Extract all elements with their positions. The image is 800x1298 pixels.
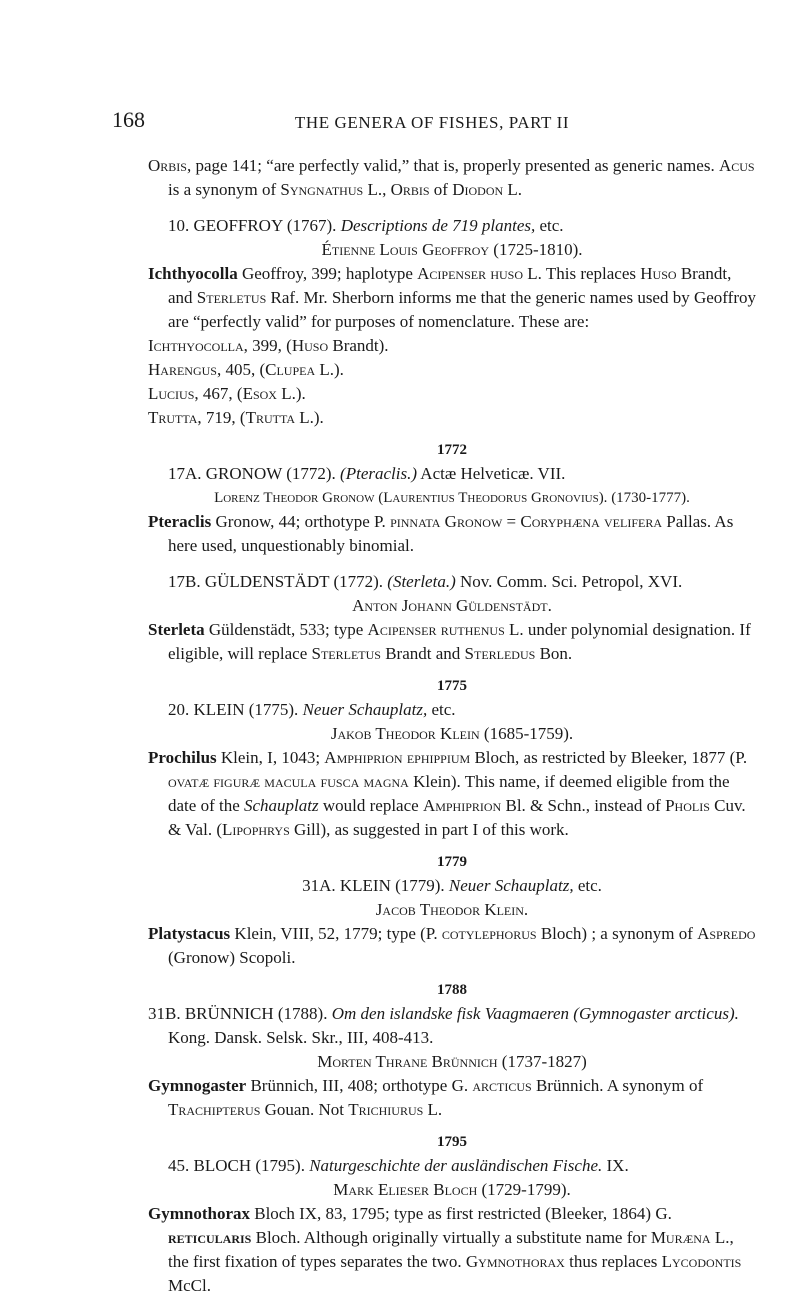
entry-heading-45 [148, 1154, 756, 1178]
text-run: Bloch. Although originally virtually a substitute name for [251, 1228, 651, 1247]
text-run: Bl. & Schn., instead of [501, 796, 666, 815]
entry-title: (Sterleta.) [387, 572, 456, 591]
genus-name: Harengus [148, 360, 217, 379]
author-dates: (1730-1777). [607, 490, 690, 506]
entry-number: 17B. [168, 572, 205, 591]
text-run: , page 141; “are perfectly valid,” that is, properly presented as generic names. [186, 156, 719, 175]
entry-title: (Pteraclis.) [340, 464, 417, 483]
entry-heading-17a [148, 462, 756, 486]
genus-name: Platystacus [148, 924, 231, 943]
genus-name: Syngnathus [280, 180, 364, 199]
genus-name: Gymnothorax [465, 1252, 565, 1271]
entry-heading-31a [148, 874, 756, 898]
species-name: reticularis [168, 1228, 252, 1247]
text-run: L. [503, 180, 523, 199]
genus-name: Diodon [452, 180, 504, 199]
genus-name: Pteraclis [148, 512, 212, 531]
genus-name: Orbis [148, 156, 187, 175]
entry-heading-20 [148, 698, 756, 722]
text-run: Brünnich. A synonym of [531, 1076, 704, 1095]
text-run: L. This replaces [523, 264, 641, 283]
text-run: Brandt, and [168, 264, 732, 307]
text-run: IX. [602, 1156, 629, 1175]
author-full-name: Morten Thrane Brünnich [317, 1052, 498, 1071]
genus-name: Trichiurus [348, 1100, 424, 1119]
text-run: Brünnich, III, 408; orthotype G. [246, 1076, 473, 1095]
text-run: etc. [535, 216, 564, 235]
entry-title: Neuer Schauplatz, [448, 876, 574, 895]
text-run: = [502, 512, 521, 531]
text-run: Bloch) ; a synonym of [536, 924, 698, 943]
author-full-name: Anton Johann Güldenstädt. [352, 596, 552, 615]
year-heading: 1779 [437, 854, 467, 870]
genus-name: Sterletus [196, 288, 267, 307]
text-run: L.). [315, 360, 344, 379]
entry-number: 31A. [302, 876, 340, 895]
text-run: Actæ Helveticæ. VII. [417, 464, 566, 483]
text-run: Klein). This name, if deemed eligible from the date of the [168, 772, 730, 815]
author-line [148, 594, 756, 618]
entry-body [148, 922, 756, 970]
species-name: arcticus [472, 1076, 532, 1095]
text-run: , 719, ( [197, 408, 246, 427]
text-run: McCl. [168, 1276, 211, 1295]
entry-heading-17b [148, 570, 756, 594]
genus-name: Clupea [265, 360, 316, 379]
author-full-name: Étienne Louis Geoffroy [321, 240, 490, 259]
entry-year: (1795). [251, 1156, 310, 1175]
genus-name: Ichthyocolla [148, 336, 244, 355]
text-run: Brandt and [380, 644, 465, 663]
entry-title: Descriptions de 719 plantes, [340, 216, 536, 235]
genus-name: Lucius [148, 384, 195, 403]
genus-name: Esox [242, 384, 277, 403]
entry-number: 10. [168, 216, 194, 235]
genus-list-item [148, 382, 756, 406]
text-run: Bloch IX, 83, 1795; type as first restricted (Bleeker, 1864) G. [250, 1204, 672, 1223]
entry-number: 45. [168, 1156, 194, 1175]
species-name: Coryphæna velifera [520, 512, 662, 531]
text-run: L.). [295, 408, 324, 427]
text-run: (Gronow) Scopoli. [168, 948, 296, 967]
text-run: etc. [427, 700, 456, 719]
orbis-paragraph [148, 154, 756, 202]
text-run: Gouan. Not [260, 1100, 349, 1119]
entry-author: KLEIN [193, 700, 245, 719]
genus-name: Gymnothorax [148, 1204, 250, 1223]
author-line [148, 722, 756, 746]
entry-author: GRONOW [205, 464, 282, 483]
genus-name: Sterledus [464, 644, 536, 663]
entry-author: KLEIN [339, 876, 391, 895]
author-dates: (1725-1810). [489, 240, 583, 259]
author-line [148, 1178, 756, 1202]
author-full-name: Jakob Theodor Klein [330, 724, 480, 743]
text-run: Raf. Mr. Sherborn informs me that the generic names used by Geoffroy are “perfectly valid” for purposes of nomenclature. These are: [168, 288, 756, 331]
genus-name: Lycodontis [661, 1252, 742, 1271]
author-full-name: Lorenz Theodor Gronow (Laurentius Theodorus Gronovius). [214, 490, 608, 506]
text-run: Bon. [535, 644, 573, 663]
entry-body [148, 510, 756, 558]
genus-name: Sterleta [148, 620, 205, 639]
text-run: Geoffroy, 399; haplotype [237, 264, 418, 283]
entry-heading-10 [148, 214, 756, 238]
entry-year: (1779). [390, 876, 449, 895]
genus-name: Trachipterus [168, 1100, 261, 1119]
text-run: Brandt). [328, 336, 389, 355]
entry-number: 20. [168, 700, 194, 719]
entry-body [148, 1074, 756, 1122]
species-name: Amphiprion ephippium [324, 748, 471, 767]
genus-list-item [148, 406, 756, 430]
page-header [112, 108, 752, 134]
genus-name: Amphiprion [422, 796, 502, 815]
entry-year: (1772). [329, 572, 388, 591]
entry-year: (1788). [273, 1004, 332, 1023]
year-heading: 1772 [437, 442, 467, 458]
text-run: , 399, ( [243, 336, 292, 355]
species-name: ovatæ figuræ macula fusca magna [168, 772, 409, 791]
entry-number: 31B. [148, 1004, 185, 1023]
species-name: pinnata Gronow [390, 512, 503, 531]
entry-author: BLOCH [193, 1156, 252, 1175]
entry-heading-31b [148, 1002, 756, 1050]
genus-name: Aspredo [697, 924, 756, 943]
text-run: Nov. Comm. Sci. Petropol, XVI. [455, 572, 683, 591]
genus-name: Orbis [390, 180, 430, 199]
year-heading: 1775 [437, 678, 467, 694]
species-name: Acipenser huso [417, 264, 524, 283]
genus-name: Trutta [148, 408, 198, 427]
author-line [148, 238, 756, 262]
genus-name: Huso [640, 264, 677, 283]
genus-name: Gymnogaster [148, 1076, 247, 1095]
genus-name: Sterletus [311, 644, 381, 663]
entry-body [148, 262, 756, 334]
genus-name: Trutta [245, 408, 296, 427]
entry-year: (1767). [282, 216, 341, 235]
author-line [148, 486, 756, 510]
species-name: cotylephorus [441, 924, 537, 943]
text-run: Bloch, as restricted by Bleeker, 1877 (P. [470, 748, 748, 767]
text-run: L., the first fixation of types separates the two. [168, 1228, 734, 1271]
author-dates: (1737-1827) [497, 1052, 587, 1071]
text-run: Gill), as suggested in part I of this work. [289, 820, 569, 839]
entry-body [148, 1202, 756, 1298]
text-run: Güldenstädt, 533; type [204, 620, 368, 639]
entry-author: GÜLDENSTÄDT [204, 572, 330, 591]
text-run: Klein, VIII, 52, 1779; type (P. [230, 924, 442, 943]
text-run: , 467, ( [194, 384, 243, 403]
text-run: thus replaces [564, 1252, 662, 1271]
text-run: L. [423, 1100, 443, 1119]
author-line [148, 898, 756, 922]
entry-year: (1772). [281, 464, 341, 483]
author-dates: (1729-1799). [477, 1180, 571, 1199]
species-name: Acipenser ruthenus [367, 620, 505, 639]
entry-title: Naturgeschichte der ausländischen Fische. [309, 1156, 603, 1175]
genus-list-item [148, 358, 756, 382]
text-run: Klein, I, 1043; [216, 748, 325, 767]
author-line [148, 1050, 756, 1074]
book-title: Schauplatz [244, 796, 319, 815]
year-heading: 1795 [437, 1134, 467, 1150]
text-run: , 405, ( [216, 360, 266, 379]
genus-name: Acus [718, 156, 755, 175]
text-run: is a synonym of [168, 180, 281, 199]
text-run: of [429, 180, 453, 199]
genus-name: Prochilus [148, 748, 217, 767]
author-full-name: Jacob Theodor Klein. [375, 900, 529, 919]
page-number: 168 [112, 107, 145, 132]
text-run: L., [363, 180, 391, 199]
text-run: Cuv. & Val. ( [168, 796, 746, 839]
entry-title: Om den islandske fisk Vaagmaeren (Gymnogaster arcticus). [331, 1004, 739, 1023]
text-run: etc. [573, 876, 602, 895]
genus-name: Ichthyocolla [148, 264, 238, 283]
genus-name: Lipophrys [222, 820, 290, 839]
text-run: Pallas. As here used, unquestionably binomial. [168, 512, 734, 555]
entry-body [148, 746, 756, 842]
entry-title: Neuer Schauplatz, [302, 700, 428, 719]
page-body [148, 154, 756, 1298]
text-run: L.). [276, 384, 306, 403]
entry-year: (1775). [244, 700, 303, 719]
genus-name: Muræna [650, 1228, 711, 1247]
genus-name: Huso [291, 336, 329, 355]
entry-author: GEOFFROY [193, 216, 283, 235]
entry-number: 17A. [168, 464, 206, 483]
entry-author: BRÜNNICH [184, 1004, 274, 1023]
genus-list-item [148, 334, 756, 358]
author-full-name: Mark Elieser Bloch [333, 1180, 478, 1199]
running-title: THE GENERA OF FISHES, PART II [294, 113, 570, 132]
author-dates: (1685-1759). [479, 724, 574, 743]
text-run: would replace [318, 796, 423, 815]
entry-body [148, 618, 756, 666]
year-heading: 1788 [437, 982, 467, 998]
text-run: Kong. Dansk. Selsk. Skr., III, 408-413. [168, 1028, 434, 1047]
text-run: Gronow, 44; orthotype P. [211, 512, 391, 531]
text-run: L. under polynomial designation. If eligible, will replace [168, 620, 751, 663]
genus-name: Pholis [665, 796, 710, 815]
